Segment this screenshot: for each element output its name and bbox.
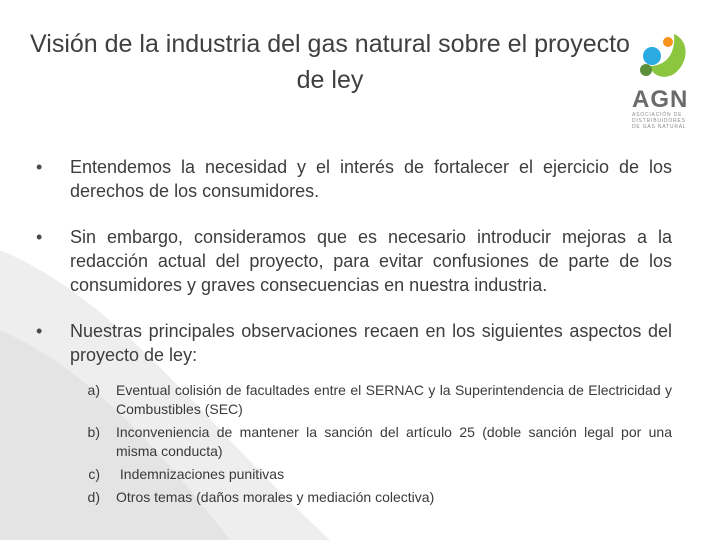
sub-item-marker: a) — [87, 382, 100, 398]
bullet-marker: • — [36, 157, 43, 177]
logo-tagline: ASOCIACIÓN DE DISTRIBUIDORES DE GAS NATURAL — [632, 112, 687, 130]
bullet-item — [36, 225, 672, 297]
sub-item-marker: d) — [87, 489, 100, 505]
sub-item — [80, 488, 672, 507]
sub-item-marker: c) — [88, 466, 100, 482]
bullet-list — [36, 155, 672, 511]
sub-item-text: Inconveniencia de mantener la sanción del artículo 25 (doble sanción legal por una misma conducta) — [116, 424, 672, 459]
sub-item-text: Indemnizaciones punitivas — [116, 466, 285, 482]
sub-item — [80, 381, 672, 419]
logo-wordmark: AGN — [632, 86, 689, 113]
agn-logo-mark-icon — [634, 30, 694, 86]
sub-item-text: Otros temas (daños morales y mediación colectiva) — [116, 489, 435, 505]
sub-item — [80, 465, 672, 484]
slide-title: Visión de la industria del gas natural sobre el proyecto de ley — [30, 30, 630, 94]
bullet-text: Sin embargo, consideramos que es necesario introducir mejoras a la redacción actual del proyecto, para evitar confusiones de parte de los consumidores y graves consecuencias en nuestra industria. — [70, 227, 672, 295]
bullet-marker: • — [36, 321, 43, 341]
sub-list — [36, 381, 672, 507]
bullet-text: Entendemos la necesidad y el interés de fortalecer el ejercicio de los derechos de los consumidores. — [70, 157, 672, 201]
bullet-marker: • — [36, 227, 43, 247]
sub-item-text: Eventual colisión de facultades entre el SERNAC y la Superintendencia de Electricidad y Combustibles (SEC) — [116, 382, 672, 417]
sub-item-marker: b) — [87, 424, 100, 440]
sub-item — [80, 423, 672, 461]
bullet-item — [36, 319, 672, 367]
bullet-text: Nuestras principales observaciones recaen en los siguientes aspectos del proyecto de ley: — [70, 321, 672, 365]
agn-logo — [624, 30, 694, 130]
bullet-item — [36, 155, 672, 203]
